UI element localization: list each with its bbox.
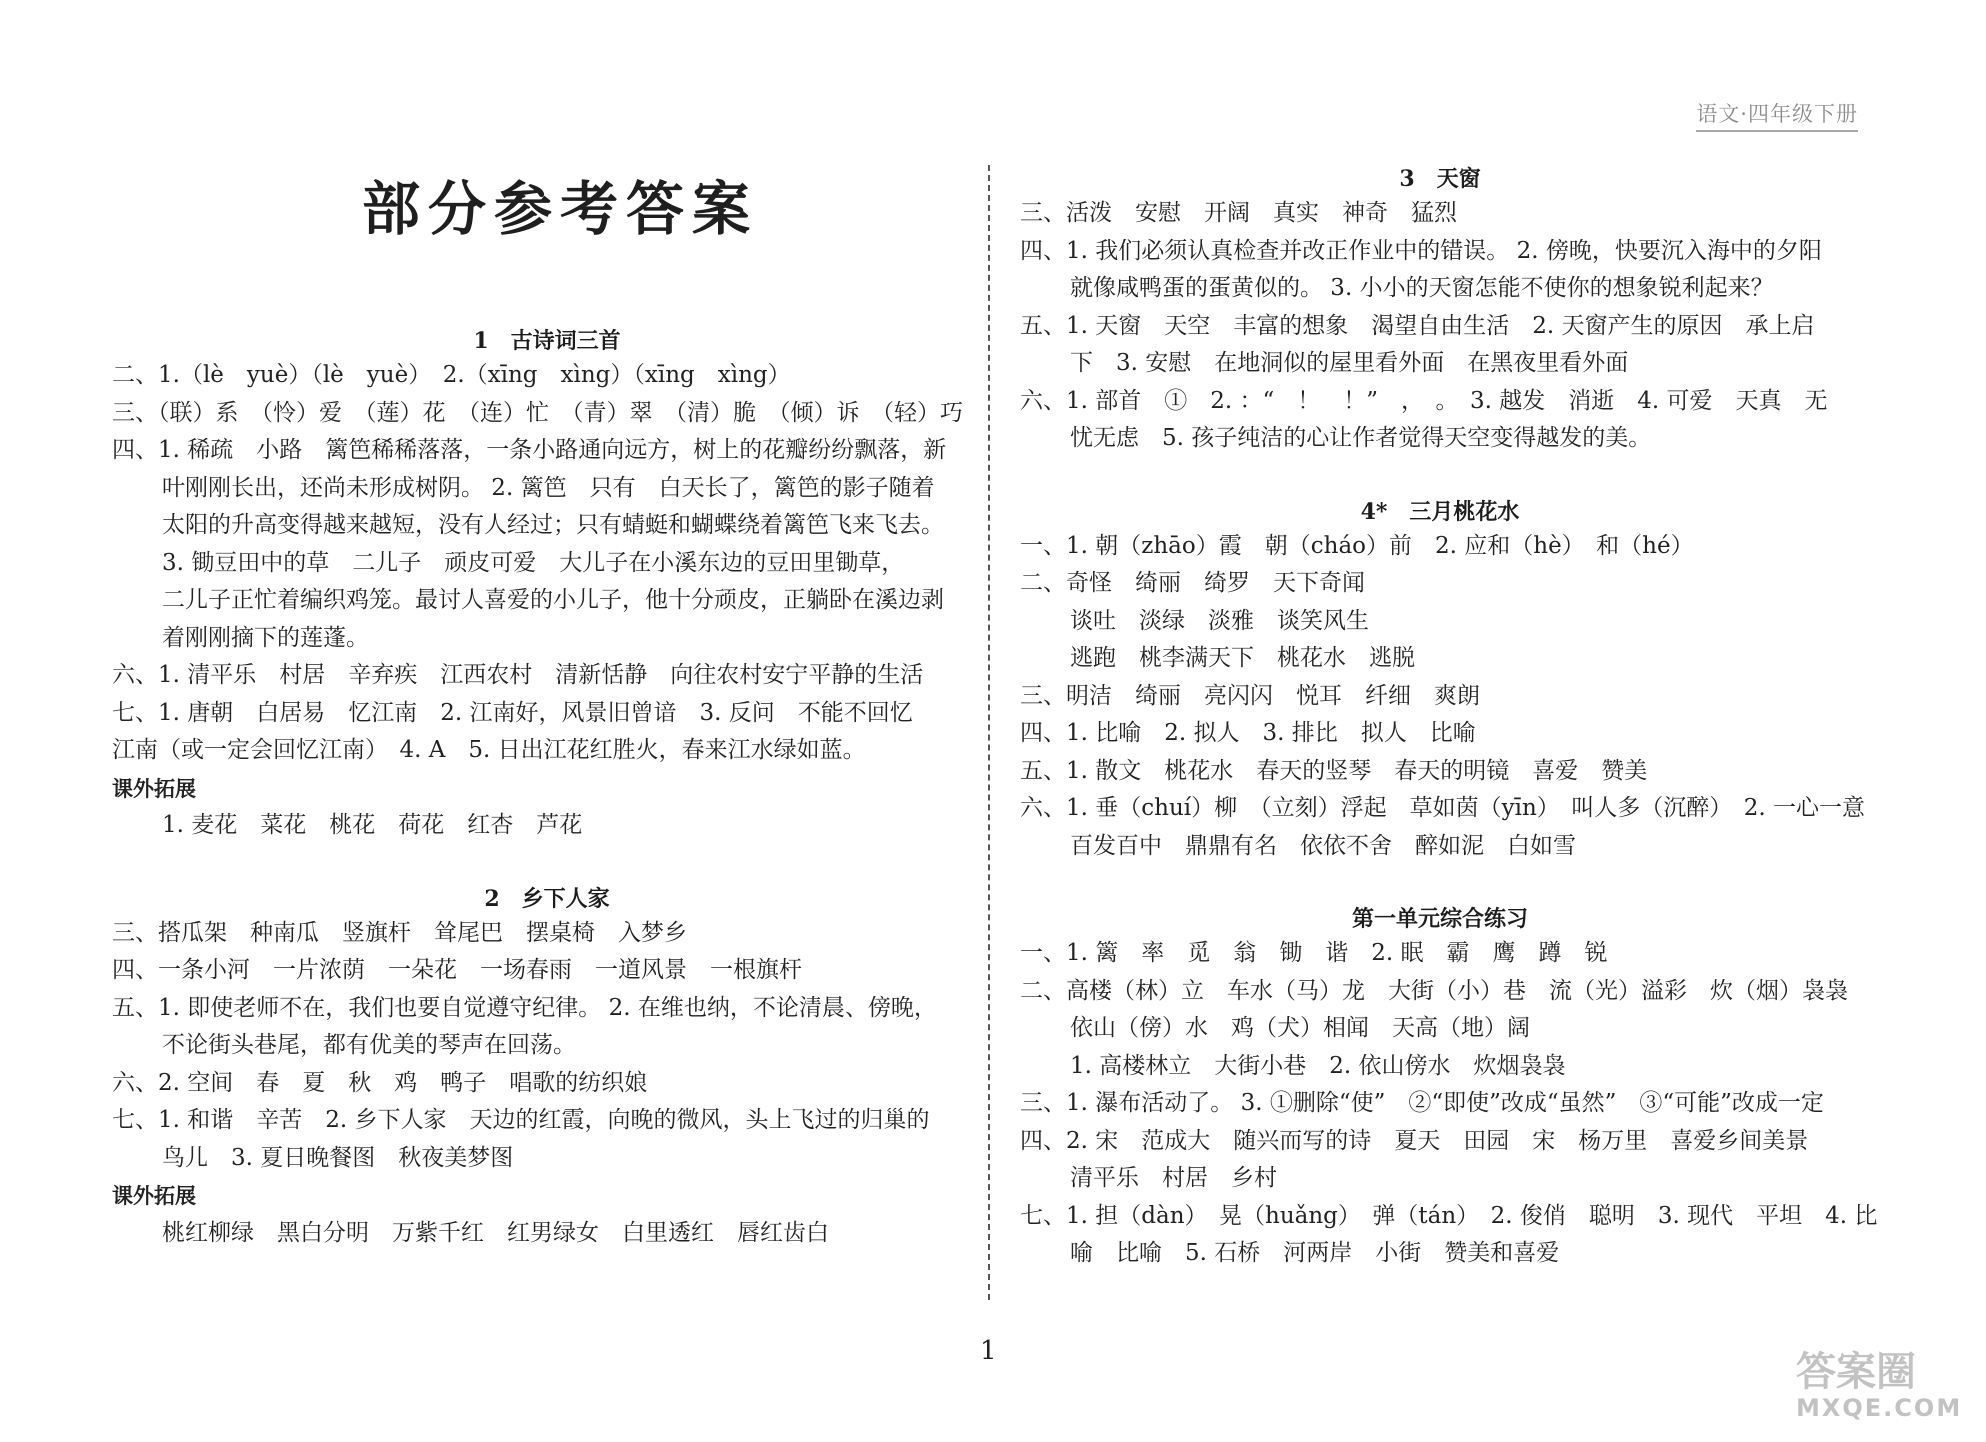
answer-line: 三、1. 瀑布活动了。 3. ①删除“使” ②“即使”改成“虽然” ③“可能”改成一定 [1020, 1090, 1824, 1116]
answer-line: 六、1. 垂（chuí）柳 （立刻）浮起 草如茵（yīn） 叫人多（沉醉） 2. 一心一意 [1020, 795, 1866, 821]
answer-line: 忧无虑 5. 孩子纯洁的心让作者觉得天空变得越发的美。 [1070, 425, 1652, 451]
answer-line: 三、活泼 安慰 开阔 真实 神奇 猛烈 [1020, 200, 1457, 226]
answer-line: 三、明洁 绮丽 亮闪闪 悦耳 纤细 爽朗 [1020, 682, 1480, 709]
answer-line: 百发百中 鼎鼎有名 依依不舍 醉如泥 白如雪 [1070, 832, 1576, 859]
answer-line: 着刚刚摘下的莲蓬。 [162, 624, 369, 651]
answer-line: 一、1. 朝（zhāo）霞 朝（cháo）前 2. 应和（hè） 和（hé） [1020, 532, 1694, 559]
answer-line: 四、2. 宋 范成大 随兴而写的诗 夏天 田园 宋 杨万里 喜爱乡间美景 [1020, 1127, 1809, 1154]
page-number: 1 [980, 1336, 997, 1366]
answer-line: 依山（傍）水 鸡（犬）相闻 天高（地）阔 [1070, 1015, 1530, 1041]
answer-line: 叶刚刚长出，还尚未形成树阴。 2. 篱笆 只有 白天长了，篱笆的影子随着 [162, 474, 935, 501]
answer-line: 六、1. 清平乐 村居 辛弃疾 江西农村 清新恬静 向往农村安宁平静的生活 [112, 662, 924, 688]
answer-line: 七、1. 唐朝 白居易 忆江南 2. 江南好，风景旧曾谙 3. 反问 不能不回忆 [112, 699, 913, 726]
answer-line: 六、2. 空间 春 夏 秋 鸡 鸭子 唱歌的纺织娘 [112, 1069, 648, 1096]
column-divider [988, 165, 990, 1300]
answer-line: 七、1. 担（dàn） 晃（huǎng） 弹（tán） 2. 俊俏 聪明 3. 现代 平坦 4. 比 [1020, 1202, 1878, 1229]
answer-line: 1. 麦花 菜花 桃花 荷花 红杏 芦花 [162, 812, 583, 838]
answer-line: 二、1.（lè yuè）（lè yuè） 2.（xīng xìng）（xīng xìng） [112, 362, 791, 388]
answer-line: 一、1. 篱 率 觅 翁 锄 谐 2. 眠 霸 鹰 蹲 锐 [1020, 940, 1608, 966]
answer-line: 清平乐 村居 乡村 [1070, 1165, 1277, 1191]
answer-line: 七、1. 和谐 辛苦 2. 乡下人家 天边的红霞，向晚的微风，头上飞过的归巢的 [112, 1107, 930, 1133]
subheading: 课外拓展 [112, 1183, 196, 1208]
answer-line: 二儿子正忙着编织鸡笼。最讨人喜爱的小儿子，他十分顽皮，正躺卧在溪边剥 [162, 587, 944, 613]
header-tag: 语文·四年级下册 [1696, 98, 1858, 132]
section-title: 2 乡下人家 [484, 885, 610, 912]
answer-line: 下 3. 安慰 在地洞似的屋里看外面 在黑夜里看外面 [1070, 350, 1629, 376]
left-column [112, 325, 982, 1252]
section-title: 3 天窗 [1399, 166, 1481, 192]
answer-line: 五、1. 即使老师不在，我们也要自觉遵守纪律。 2. 在维也纳，不论清晨、傍晚， [112, 994, 937, 1021]
answer-line: 1. 高楼林立 大街小巷 2. 依山傍水 炊烟袅袅 [1070, 1052, 1566, 1079]
page-title: 部分参考答案 [362, 175, 759, 243]
answer-line: 鸟儿 3. 夏日晚餐图 秋夜美梦图 [162, 1144, 514, 1171]
answer-line: 三、（联）系 （怜）爱 （莲）花 （连）忙 （青）翠 （清）脆 （倾）诉 （轻）巧 [112, 399, 963, 426]
answer-line: 四、1. 比喻 2. 拟人 3. 排比 拟人 比喻 [1020, 720, 1476, 746]
answer-line: 三、搭瓜架 种南瓜 竖旗杆 耸尾巴 摆桌椅 入梦乡 [112, 919, 687, 946]
watermark-text: 答案圈 [1796, 1349, 1916, 1395]
watermark-logo [1796, 1350, 1964, 1426]
answer-line: 不论街头巷尾，都有优美的琴声在回荡。 [162, 1032, 576, 1058]
answer-line: 四、一条小河 一片浓荫 一朵花 一场春雨 一道风景 一根旗杆 [112, 957, 802, 983]
answer-line: 3. 锄豆田中的草 二儿子 顽皮可爱 大儿子在小溪东边的豆田里锄草， [162, 549, 905, 576]
answer-line: 四、1. 稀疏 小路 篱笆稀稀落落，一条小路通向远方，树上的花瓣纷纷飘落，新 [112, 437, 947, 463]
answer-line: 逃跑 桃李满天下 桃花水 逃脱 [1070, 645, 1415, 671]
answer-line: 四、1. 我们必须认真检查并改正作业中的错误。 2. 傍晚，快要沉入海中的夕阳 [1020, 237, 1822, 264]
answer-line: 五、1. 天窗 天空 丰富的想象 渴望自由生活 2. 天窗产生的原因 承上启 [1020, 312, 1815, 339]
answer-line: 五、1. 散文 桃花水 春天的竖琴 春天的明镜 喜爱 赞美 [1020, 757, 1648, 784]
section-title: 4* 三月桃花水 [1360, 498, 1520, 525]
answer-line: 江南（或一定会回忆江南） 4. A 5. 日出江花红胜火，春来江水绿如蓝。 [112, 737, 866, 763]
answer-line: 谈吐 淡绿 淡雅 谈笑风生 [1070, 607, 1369, 634]
answer-line: 桃红柳绿 黑白分明 万紫千红 红男绿女 白里透红 唇红齿白 [162, 1219, 829, 1246]
answer-line: 喻 比喻 5. 石桥 河两岸 小街 赞美和喜爱 [1070, 1240, 1560, 1266]
answer-line: 就像咸鸭蛋的蛋黄似的。 3. 小小的天窗怎能不使你的想象锐利起来？ [1070, 275, 1774, 301]
subheading: 课外拓展 [112, 775, 196, 801]
watermark-url: MXQE.COM [1796, 1394, 1963, 1422]
section-title: 1 古诗词三首 [473, 328, 621, 354]
answer-line: 二、高楼（林）立 车水（马）龙 大街（小）巷 流（光）溢彩 炊（烟）袅袅 [1020, 977, 1848, 1004]
section-title: 第一单元综合练习 [1351, 906, 1528, 932]
answer-line: 太阳的升高变得越来越短，没有人经过；只有蜻蜓和蝴蝶绕着篱笆飞来飞去。 [162, 512, 944, 538]
answer-line: 六、1. 部首 ① 2. ：“ ！ ！” ， 。 3. 越发 消逝 4. 可爱 天真 无 [1020, 387, 1828, 414]
right-column [1020, 163, 1878, 1273]
answer-line: 二、奇怪 绮丽 绮罗 天下奇闻 [1020, 570, 1365, 596]
